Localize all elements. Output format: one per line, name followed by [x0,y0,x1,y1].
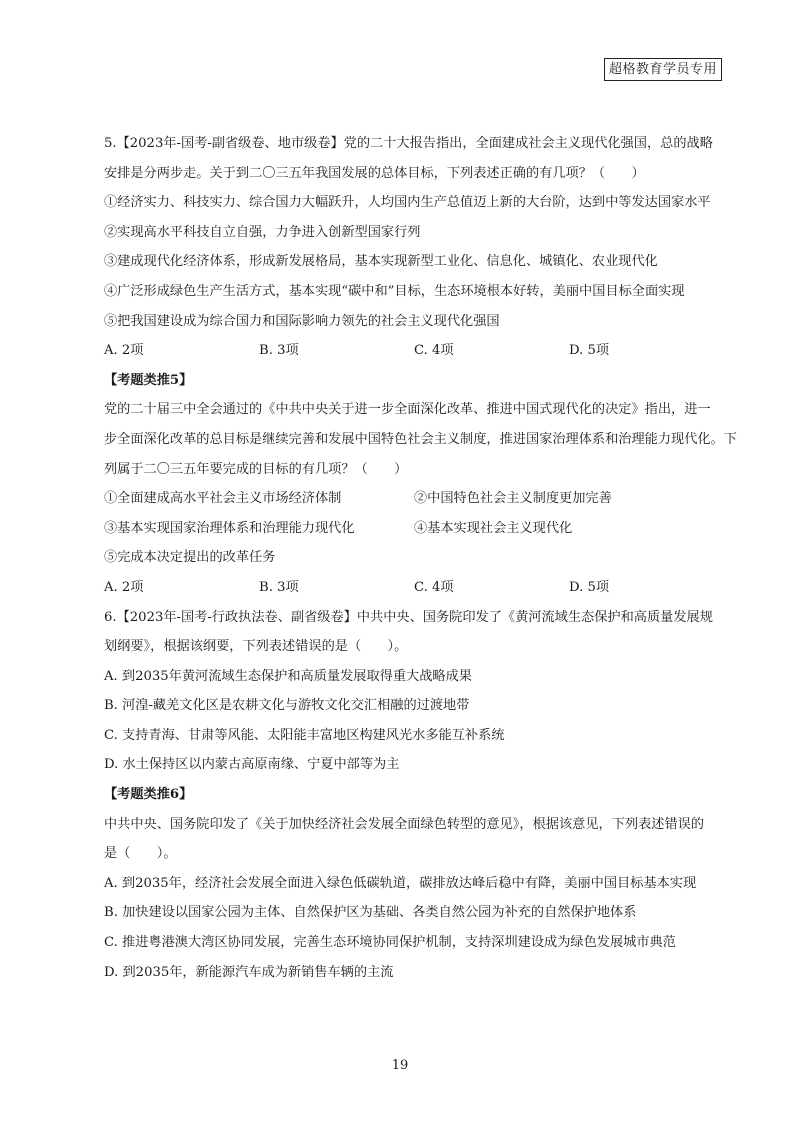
similar-question-5-item-4: ④基本实现社会主义现代化 [414,520,573,536]
similar-question-5-item-5: ⑤完成本决定提出的改革任务 [104,550,276,566]
similar-question-6-stem-line-1: 中共中央、国务院印发了《关于加快经济社会发展全面绿色转型的意见》，根据该意见，下列表述错误的 [104,816,705,832]
question-5-item-3: ③建成现代化经济体系，形成新发展格局，基本实现新型工业化、信息化、城镇化、农业现代化 [104,254,658,270]
similar-question-5-item-2: ②中国特色社会主义制度更加完善 [414,491,612,507]
similar-question-5-option-c: C. 4项 [414,579,454,595]
similar-question-5-option-a: A. 2项 [104,579,144,595]
similar-question-6-option-c: C. 推进粤港澳大湾区协同发展，完善生态环境协同保护机制，支持深圳建设成为绿色发展城市典范 [104,935,676,951]
similar-question-5 [104,366,737,603]
similar-question-5-items-row-1 [104,484,724,514]
question-5-item-2: ②实现高水平科技自立自强，力争进入创新型国家行列 [104,224,421,240]
question-5-stem-line-1: 5.【2023年-国考-副省级卷、地市级卷】党的二十大报告指出，全面建成社会主义现代化强国，总的战略 [104,136,713,151]
question-5-option-b: B. 3项 [259,343,299,359]
similar-question-5-item-3: ③基本实现国家治理体系和治理能力现代化 [104,520,355,536]
question-5-item-4: ④广泛形成绿色生产生活方式，基本实现“碳中和”目标，生态环境根本好转，美丽中国目标全面实现 [104,283,685,299]
similar-question-6-option-b: B. 加快建设以国家公园为主体、自然保护区为基础、各类自然公园为补充的自然保护地体系 [104,905,637,921]
similar-question-6-stem-line-2: 是（ ）。 [104,846,177,862]
question-5-item-1: ①经济实力、科技实力、综合国力大幅跃升，人均国内生产总值迈上新的大台阶，达到中等发达国家水平 [104,195,711,211]
similar-question-5-option-b: B. 3项 [259,579,299,595]
question-5-option-c: C. 4项 [414,343,454,359]
question-6-option-d: D. 水土保持区以内蒙古高原南缘、宁夏中部等为主 [104,757,400,773]
similar-question-6-option-d: D. 到2035年，新能源汽车成为新销售车辆的主流 [104,964,394,980]
similar-question-5-heading: 【考题类推5】 [104,372,193,388]
similar-question-6-heading: 【考题类推6】 [104,787,193,803]
question-5-option-d: D. 5项 [569,343,610,359]
question-5-stem-line-2: 安排是分两步走。关于到二〇三五年我国发展的总体目标，下列表述正确的有几项？（ ） [104,165,645,181]
question-6-option-b: B. 河湟-藏羌文化区是农耕文化与游牧文化交汇相融的过渡地带 [104,698,470,714]
similar-question-5-item-1: ①全面建成高水平社会主义市场经济体制 [104,491,342,507]
question-6-stem-line-2: 划纲要》，根据该纲要，下列表述错误的是（ ）。 [104,639,408,655]
question-6-option-a: A. 到2035年黄河流域生态保护和高质量发展取得重大战略成果 [104,668,472,684]
similar-question-5-option-d: D. 5项 [569,579,610,595]
question-5-option-a: A. 2项 [104,343,144,359]
question-6-option-c: C. 支持青海、甘肃等风能、太阳能丰富地区构建风光水多能互补系统 [104,727,505,743]
question-6 [104,603,724,781]
user-badge: 超格教育学员专用 [604,58,722,81]
similar-question-5-stem-line-1: 党的二十届三中全会通过的《中共中央关于进一步全面深化改革、推进中国式现代化的决定》指出，进一 [104,402,711,418]
similar-question-6 [104,780,724,987]
question-5 [104,129,724,366]
similar-question-5-stem-line-2: 步全面深化改革的总目标是继续完善和发展中国特色社会主义制度，推进国家治理体系和治理能力现代化。下 [104,431,737,447]
question-6-stem-line-1: 6.【2023年-国考-行政执法卷、副省级卷】中共中央、国务院印发了《黄河流域生态保护和高质量发展规 [104,609,713,625]
question-5-item-5: ⑤把我国建设成为综合国力和国际影响力领先的社会主义现代化强国 [104,313,500,329]
document-body [104,129,737,987]
similar-question-5-items-row-2 [104,514,724,544]
page-number: 19 [391,1058,409,1073]
similar-question-5-stem-line-3: 列属于二〇三五年要完成的目标的有几项？（ ） [104,461,408,477]
question-5-options [104,336,724,366]
similar-question-5-options [104,573,724,603]
similar-question-6-option-a: A. 到2035年，经济社会发展全面进入绿色低碳轨道，碳排放达峰后稳中有降，美丽中国目标基本实现 [104,875,697,891]
